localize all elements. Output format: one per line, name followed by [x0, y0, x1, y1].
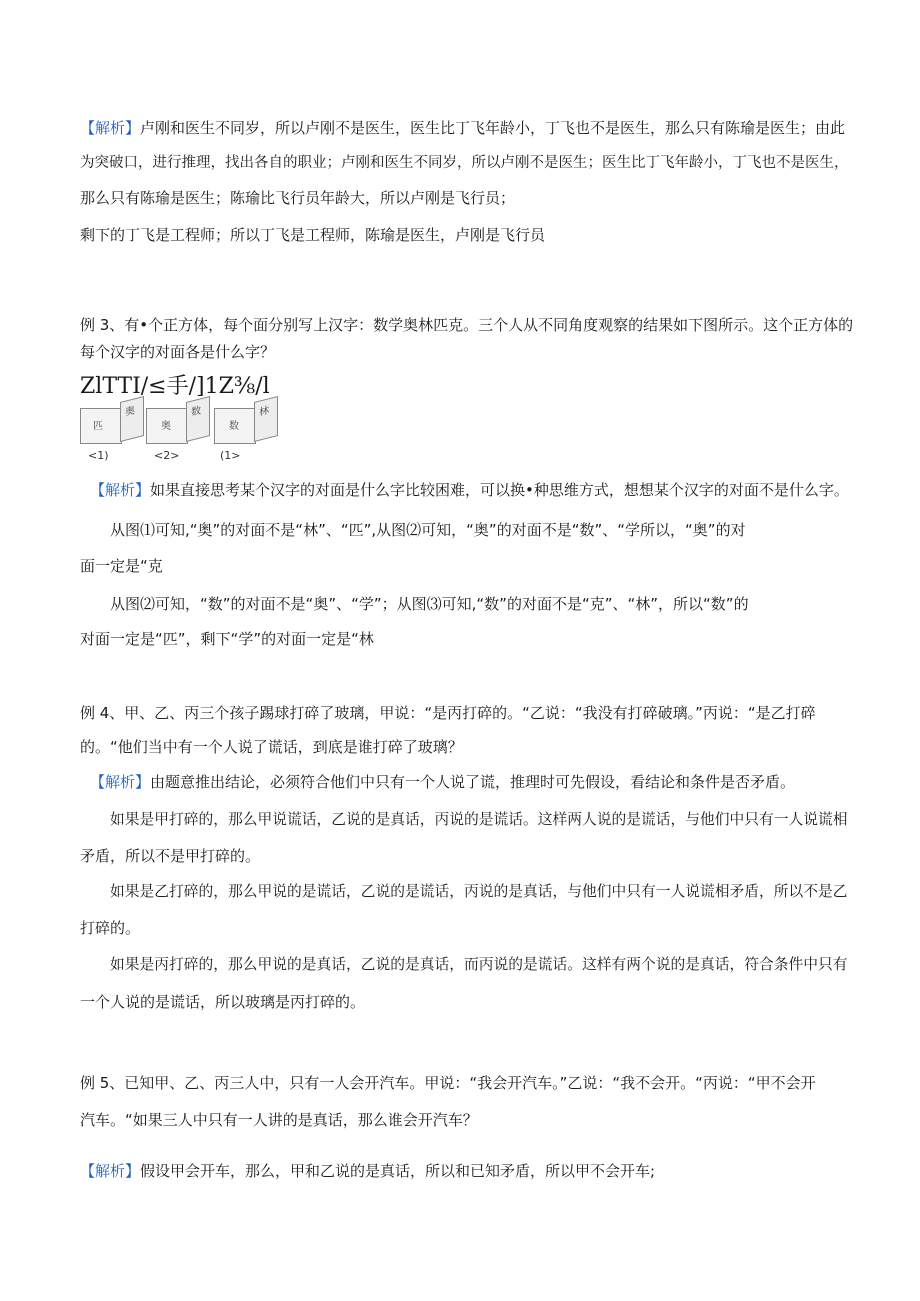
example-3-analysis-line-3: 面一定是“克 — [80, 557, 163, 575]
example-4-analysis-line-7: 一个人说的是谎话，所以玻璃是丙打碎的。 — [80, 993, 366, 1011]
example-3-analysis-line-1: 【解析】如果直接思考某个汉字的对面是什么字比较困难，可以换•种思维方式，想想某个汉字的对面不是什么字。 — [90, 481, 849, 499]
cube-figure-2 — [146, 402, 216, 446]
cube-side-face: 数 — [186, 396, 210, 442]
example-4-analysis-line-4: 如果是乙打碎的，那么甲说的是谎话，乙说的是谎话，丙说的是真话，与他们中只有一人说谎相矛盾，所以不是乙 — [110, 883, 848, 900]
example-4-analysis-line-2: 如果是甲打碎的，那么甲说谎话，乙说的是真话，丙说的是谎话。这样两人说的是谎话，与他们中只有一人说谎相 — [110, 811, 848, 828]
example-4-question-line-2: 的。“他们当中有一个人说了谎话，到底是谁打碎了玻璃？ — [80, 738, 463, 756]
example-4-analysis-line-3: 矛盾，所以不是甲打碎的。 — [80, 847, 261, 865]
analysis-tag: 【解析】 — [90, 481, 151, 499]
example-3-question-line-1: 例 3、有•个正方体，每个面分别写上汉字：数学奥林匹克。三个人从不同角度观察的结果如下图所示。这个正方体的 — [80, 316, 854, 334]
cube-figure-1 — [80, 402, 150, 446]
analysis-tag: 【解析】 — [80, 119, 141, 137]
example-5-analysis-line-1: 【解析】假设甲会开车，那么，甲和乙说的是真话，所以和已知矛盾，所以甲不会开车; — [80, 1162, 656, 1180]
analysis-tag: 【解析】 — [80, 1162, 141, 1180]
cube-front-face: 奥 — [146, 408, 188, 444]
example-5-question-line-1: 例 5、已知甲、乙、丙三人中，只有一人会开汽车。甲说：“我会开汽车。”乙说：“我不会开。“丙说：“甲不会开 — [80, 1074, 816, 1092]
cube-side-face: 奥 — [120, 396, 144, 442]
analysis-paragraph-1-line-3: 那么只有陈瑜是医生；陈瑜比飞行员年龄大，所以卢刚是飞行员； — [80, 189, 516, 207]
example-4-analysis-line-5: 打碎的。 — [80, 919, 141, 937]
example-3-question-line-2: 每个汉字的对面各是什么字？ — [80, 343, 276, 361]
cube-figure-3-label: (1> — [220, 449, 241, 462]
cube-side-face: 林 — [254, 396, 278, 442]
cube-figure-2-label: <2> — [154, 449, 180, 462]
example-4-analysis-line-1: 【解析】由题意推出结论，必须符合他们中只有一个人说了谎，推理时可先假设，看结论和条件是否矛盾。 — [90, 773, 796, 791]
cube-figure-3 — [214, 402, 284, 446]
example-3-analysis-line-4: 从图⑵可知，“数”的对面不是“奥”、“学”；从图⑶可知,“数”的对面不是“克”、“林”，所以“数”的 — [110, 595, 749, 613]
cube-figure-1-label: <1) — [88, 449, 109, 462]
example-3-figure-ocr-text: ZlTTI/≤手/]1Z⅜/l — [80, 374, 270, 399]
example-4-analysis-line-6: 如果是丙打碎的，那么甲说的是真话，乙说的是真话，而丙说的是谎话。这样有两个说的是真话，符合条件中只有 — [110, 956, 848, 973]
analysis-paragraph-1-line-4: 剩下的丁飞是工程师；所以丁飞是工程师，陈瑜是医生，卢刚是飞行员 — [80, 226, 546, 244]
example-3-analysis-line-5: 对面一定是“匹”，剩下“学”的对面一定是“林 — [80, 630, 374, 648]
example-3-analysis-line-2: 从图⑴可知,“奥”的对面不是“林”、“匹”,从图⑵可知，“奥”的对面不是“数”、“学所以，“奥”的对 — [110, 521, 746, 539]
example-4-question-line-1: 例 4、甲、乙、丙三个孩子踢球打碎了玻璃，甲说：“是丙打碎的。“乙说：“我没有打碎破璃。”丙说：“是乙打碎 — [80, 704, 816, 722]
analysis-paragraph-1-line-1: 【解析】卢刚和医生不同岁，所以卢刚不是医生，医生比丁飞年龄小，丁飞也不是医生，那么只有陈瑜是医生；由此 — [80, 119, 846, 137]
cube-front-face: 数 — [214, 408, 256, 444]
cube-front-face: 匹 — [80, 408, 122, 444]
analysis-paragraph-1-line-2: 为突破口，进行推理，找出各自的职业；卢刚和医生不同岁，所以卢刚不是医生；医生比丁飞年龄小，丁飞也不是医生， — [80, 155, 849, 171]
example-5-question-line-2: 汽车。“如果三人中只有一人讲的是真话，那么谁会开汽车？ — [80, 1111, 478, 1129]
analysis-tag: 【解析】 — [90, 773, 151, 791]
